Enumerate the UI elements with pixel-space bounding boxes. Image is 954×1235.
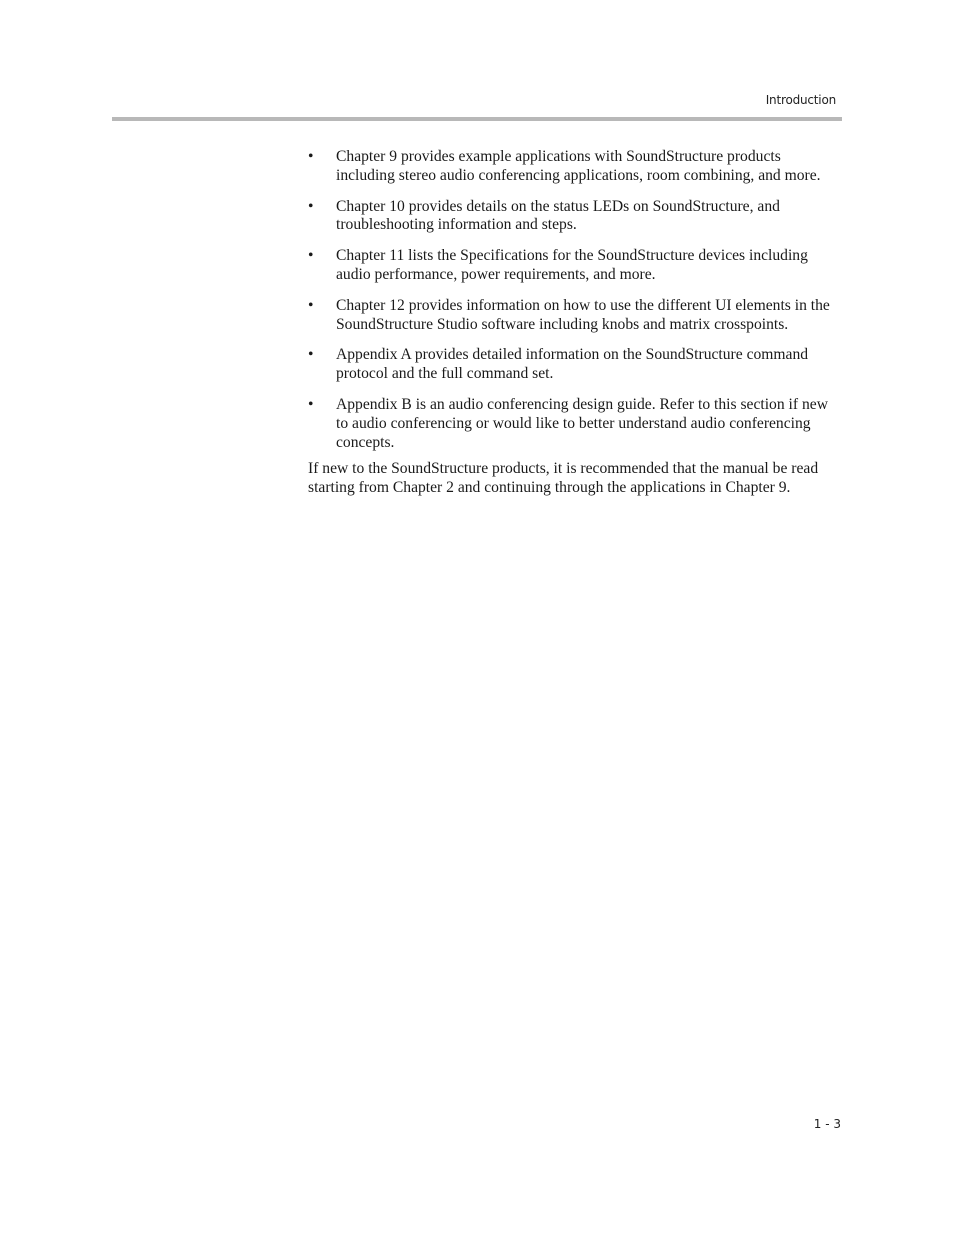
running-header: Introduction (765, 93, 836, 107)
list-item (308, 346, 842, 384)
list-item (308, 198, 842, 236)
list-item-text: Appendix B is an audio conferencing design guide. Refer to this section if new to audio conferencing or would like to better understand audio conferencing concepts. (336, 395, 828, 451)
bullet-marker: • (308, 395, 314, 413)
list-item-text: Appendix A provides detailed information on the SoundStructure command protocol and the full command set. (336, 346, 809, 383)
list-item (308, 396, 842, 452)
chapter-list (308, 148, 842, 452)
bullet-marker: • (308, 197, 314, 215)
list-item (308, 148, 842, 186)
list-item-text: Chapter 12 provides information on how to use the different UI elements in the SoundStructure Studio software including knobs and matrix crosspoints. (336, 296, 830, 333)
page-number: 1 - 3 (813, 1117, 841, 1131)
list-item (308, 247, 842, 285)
list-item-text: Chapter 9 provides example applications with SoundStructure products including stereo audio conferencing applications, room combining, and more. (336, 148, 821, 184)
list-item (308, 297, 842, 335)
main-content (308, 148, 842, 498)
list-item-text: Chapter 11 lists the Specifications for the SoundStructure devices including audio performance, power requirements, and more. (336, 247, 808, 283)
bullet-marker: • (308, 346, 314, 364)
bullet-marker: • (308, 148, 314, 165)
list-item-text: Chapter 10 provides details on the status LEDs on SoundStructure, and troubleshooting information and steps. (336, 197, 780, 234)
bullet-marker: • (308, 296, 314, 314)
header-rule (112, 117, 842, 121)
bullet-marker: • (308, 247, 314, 265)
closing-paragraph: If new to the SoundStructure products, it is recommended that the manual be read starting from Chapter 2 and continuing through the applications in Chapter 9. (308, 460, 819, 497)
